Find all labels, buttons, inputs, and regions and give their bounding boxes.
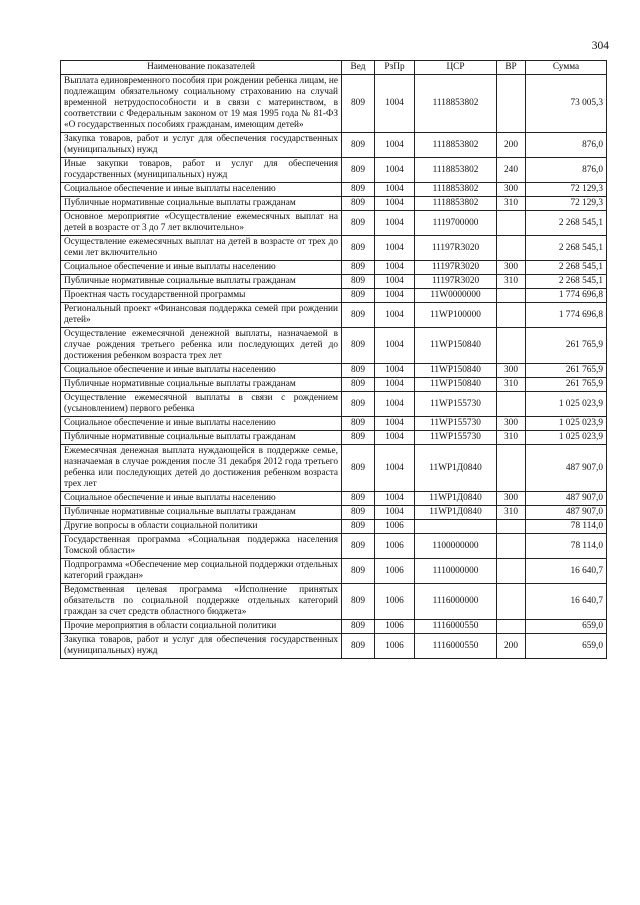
row-sum: 487 907,0 — [526, 445, 607, 492]
row-csr: 1116000000 — [415, 584, 497, 620]
row-sum: 2 268 545,1 — [526, 275, 607, 289]
row-vr — [497, 534, 526, 559]
row-vr — [497, 620, 526, 634]
budget-table — [60, 60, 607, 659]
table-row — [61, 634, 607, 659]
row-name: Социальное обеспечение и иные выплаты населению — [61, 364, 342, 378]
row-ved: 809 — [342, 75, 375, 133]
row-sum: 659,0 — [526, 634, 607, 659]
row-name: Иные закупки товаров, работ и услуг для обеспечения государственных (муниципальных) нужд — [61, 158, 342, 183]
table-row — [61, 520, 607, 534]
row-csr: 11WP1Д0840 — [415, 506, 497, 520]
row-vr: 300 — [497, 492, 526, 506]
row-vr: 310 — [497, 431, 526, 445]
row-name: Социальное обеспечение и иные выплаты населению — [61, 417, 342, 431]
table-row — [61, 261, 607, 275]
row-csr: 1118853802 — [415, 183, 497, 197]
row-vr: 310 — [497, 506, 526, 520]
row-csr — [415, 520, 497, 534]
column-header-csr: ЦСР — [415, 61, 497, 75]
row-name: Ежемесячная денежная выплата нуждающейся в поддержке семье, назначаемая в случае рождения после 31 декабря 2012 года третьего ребенка или последующих детей до достижения ребенком возраста трех лет — [61, 445, 342, 492]
table-row — [61, 236, 607, 261]
row-sum: 1 025 023,9 — [526, 431, 607, 445]
row-rzpr: 1004 — [375, 197, 415, 211]
row-rzpr: 1004 — [375, 275, 415, 289]
row-ved: 809 — [342, 211, 375, 236]
row-name: Публичные нормативные социальные выплаты гражданам — [61, 431, 342, 445]
row-ved: 809 — [342, 559, 375, 584]
row-vr: 310 — [497, 378, 526, 392]
row-csr: 11WP150840 — [415, 364, 497, 378]
row-vr — [497, 303, 526, 328]
row-rzpr: 1004 — [375, 211, 415, 236]
row-rzpr: 1004 — [375, 378, 415, 392]
row-rzpr: 1006 — [375, 584, 415, 620]
row-ved: 809 — [342, 584, 375, 620]
row-sum: 487 907,0 — [526, 506, 607, 520]
row-vr: 300 — [497, 261, 526, 275]
row-csr: 1116000550 — [415, 634, 497, 659]
row-ved: 809 — [342, 328, 375, 364]
page-number: 304 — [591, 40, 609, 52]
row-csr: 1110000000 — [415, 559, 497, 584]
row-sum: 1 774 696,8 — [526, 289, 607, 303]
row-ved: 809 — [342, 431, 375, 445]
row-vr: 240 — [497, 158, 526, 183]
row-vr — [497, 584, 526, 620]
row-ved: 809 — [342, 620, 375, 634]
table-row — [61, 75, 607, 133]
row-csr: 11WP1Д0840 — [415, 445, 497, 492]
row-name: Осуществление ежемесячной выплаты в связи с рождением (усыновлением) первого ребенка — [61, 392, 342, 417]
row-csr: 11WP155730 — [415, 392, 497, 417]
row-name: Закупка товаров, работ и услуг для обеспечения государственных (муниципальных) нужд — [61, 634, 342, 659]
row-sum: 16 640,7 — [526, 559, 607, 584]
row-sum: 72 129,3 — [526, 197, 607, 211]
row-vr — [497, 445, 526, 492]
table-header — [61, 61, 607, 75]
row-csr: 11W0000000 — [415, 289, 497, 303]
table-row — [61, 275, 607, 289]
row-vr — [497, 392, 526, 417]
row-csr: 1118853802 — [415, 197, 497, 211]
table-row — [61, 364, 607, 378]
table-row — [61, 197, 607, 211]
row-ved: 809 — [342, 492, 375, 506]
row-name: Закупка товаров, работ и услуг для обеспечения государственных (муниципальных) нужд — [61, 133, 342, 158]
row-sum: 16 640,7 — [526, 584, 607, 620]
row-csr: 11WP1Д0840 — [415, 492, 497, 506]
row-ved: 809 — [342, 289, 375, 303]
row-sum: 73 005,3 — [526, 75, 607, 133]
row-vr: 300 — [497, 417, 526, 431]
row-rzpr: 1004 — [375, 289, 415, 303]
row-csr: 1100000000 — [415, 534, 497, 559]
row-name: Ведомственная целевая программа «Исполнение принятых обязательств по социальной поддержке отдельных категорий граждан за счет средств областного бюджета» — [61, 584, 342, 620]
row-rzpr: 1004 — [375, 392, 415, 417]
column-header-name: Наименование показателей — [61, 61, 342, 75]
row-rzpr: 1004 — [375, 158, 415, 183]
row-name: Государственная программа «Социальная поддержка населения Томской области» — [61, 534, 342, 559]
table-row — [61, 392, 607, 417]
row-name: Осуществление ежемесячной денежной выплаты, назначаемой в случае рождения третьего ребенка или последующих детей до достижения ребенком возраста трех лет — [61, 328, 342, 364]
row-name: Основное мероприятие «Осуществление ежемесячных выплат на детей в возрасте от 3 до 7 лет включительно» — [61, 211, 342, 236]
table-row — [61, 534, 607, 559]
row-rzpr: 1004 — [375, 236, 415, 261]
row-vr — [497, 520, 526, 534]
row-name: Публичные нормативные социальные выплаты гражданам — [61, 506, 342, 520]
row-vr — [497, 328, 526, 364]
row-ved: 809 — [342, 506, 375, 520]
row-rzpr: 1004 — [375, 183, 415, 197]
row-sum: 1 025 023,9 — [526, 417, 607, 431]
row-name: Публичные нормативные социальные выплаты гражданам — [61, 197, 342, 211]
table-row — [61, 158, 607, 183]
table-row — [61, 620, 607, 634]
row-sum: 659,0 — [526, 620, 607, 634]
row-vr — [497, 75, 526, 133]
row-sum: 72 129,3 — [526, 183, 607, 197]
row-csr: 1118853802 — [415, 133, 497, 158]
row-sum: 261 765,9 — [526, 364, 607, 378]
row-csr: 11WP155730 — [415, 431, 497, 445]
row-ved: 809 — [342, 197, 375, 211]
row-csr: 11WP100000 — [415, 303, 497, 328]
row-name: Региональный проект «Финансовая поддержка семей при рождении детей» — [61, 303, 342, 328]
column-header-vr: ВР — [497, 61, 526, 75]
row-rzpr: 1004 — [375, 445, 415, 492]
row-sum: 78 114,0 — [526, 520, 607, 534]
row-ved: 809 — [342, 392, 375, 417]
row-csr: 1119700000 — [415, 211, 497, 236]
row-vr: 310 — [497, 275, 526, 289]
table-body — [61, 75, 607, 659]
row-rzpr: 1004 — [375, 417, 415, 431]
table-row — [61, 584, 607, 620]
row-rzpr: 1004 — [375, 303, 415, 328]
row-ved: 809 — [342, 275, 375, 289]
row-ved: 809 — [342, 445, 375, 492]
row-sum: 2 268 545,1 — [526, 261, 607, 275]
row-name: Другие вопросы в области социальной политики — [61, 520, 342, 534]
row-sum: 78 114,0 — [526, 534, 607, 559]
row-name: Осуществление ежемесячных выплат на детей в возрасте от трех до семи лет включительно — [61, 236, 342, 261]
row-rzpr: 1004 — [375, 364, 415, 378]
row-sum: 2 268 545,1 — [526, 211, 607, 236]
table-row — [61, 183, 607, 197]
row-name: Прочие мероприятия в области социальной политики — [61, 620, 342, 634]
table-row — [61, 417, 607, 431]
row-sum: 876,0 — [526, 158, 607, 183]
row-rzpr: 1004 — [375, 133, 415, 158]
row-sum: 2 268 545,1 — [526, 236, 607, 261]
row-ved: 809 — [342, 236, 375, 261]
row-csr: 11197R3020 — [415, 261, 497, 275]
row-name: Социальное обеспечение и иные выплаты населению — [61, 183, 342, 197]
column-header-rzpr: РзПр — [375, 61, 415, 75]
row-rzpr: 1004 — [375, 492, 415, 506]
row-ved: 809 — [342, 261, 375, 275]
row-ved: 809 — [342, 364, 375, 378]
row-ved: 809 — [342, 378, 375, 392]
row-csr: 1118853802 — [415, 158, 497, 183]
row-rzpr: 1006 — [375, 620, 415, 634]
row-sum: 876,0 — [526, 133, 607, 158]
row-csr: 1118853802 — [415, 75, 497, 133]
row-ved: 809 — [342, 133, 375, 158]
row-csr: 11197R3020 — [415, 236, 497, 261]
table-row — [61, 133, 607, 158]
row-csr: 11WP155730 — [415, 417, 497, 431]
row-ved: 809 — [342, 183, 375, 197]
table-row — [61, 303, 607, 328]
row-vr: 300 — [497, 364, 526, 378]
row-rzpr: 1004 — [375, 506, 415, 520]
row-name: Публичные нормативные социальные выплаты гражданам — [61, 275, 342, 289]
table-row — [61, 211, 607, 236]
row-vr — [497, 236, 526, 261]
table-row — [61, 328, 607, 364]
row-sum: 487 907,0 — [526, 492, 607, 506]
row-vr: 310 — [497, 197, 526, 211]
row-sum: 1 774 696,8 — [526, 303, 607, 328]
row-ved: 809 — [342, 520, 375, 534]
row-vr: 300 — [497, 183, 526, 197]
row-ved: 809 — [342, 158, 375, 183]
row-csr: 11197R3020 — [415, 275, 497, 289]
row-name: Публичные нормативные социальные выплаты гражданам — [61, 378, 342, 392]
column-header-ved: Вед — [342, 61, 375, 75]
row-ved: 809 — [342, 634, 375, 659]
row-vr: 200 — [497, 133, 526, 158]
row-csr: 11WP150840 — [415, 378, 497, 392]
row-sum: 261 765,9 — [526, 378, 607, 392]
row-csr: 11WP150840 — [415, 328, 497, 364]
row-rzpr: 1004 — [375, 261, 415, 275]
row-sum: 1 025 023,9 — [526, 392, 607, 417]
row-ved: 809 — [342, 303, 375, 328]
table-row — [61, 506, 607, 520]
row-ved: 809 — [342, 534, 375, 559]
column-header-sum: Сумма — [526, 61, 607, 75]
header-row — [61, 61, 607, 75]
row-vr — [497, 559, 526, 584]
table-row — [61, 492, 607, 506]
row-rzpr: 1006 — [375, 534, 415, 559]
table-row — [61, 559, 607, 584]
row-name: Социальное обеспечение и иные выплаты населению — [61, 492, 342, 506]
row-rzpr: 1004 — [375, 328, 415, 364]
row-rzpr: 1004 — [375, 431, 415, 445]
row-sum: 261 765,9 — [526, 328, 607, 364]
table-row — [61, 378, 607, 392]
row-name: Социальное обеспечение и иные выплаты населению — [61, 261, 342, 275]
row-vr — [497, 289, 526, 303]
row-vr — [497, 211, 526, 236]
row-name: Проектная часть государственной программы — [61, 289, 342, 303]
row-csr: 1116000550 — [415, 620, 497, 634]
table-row — [61, 289, 607, 303]
row-rzpr: 1004 — [375, 75, 415, 133]
row-name: Подпрограмма «Обеспечение мер социальной поддержки отдельных категорий граждан» — [61, 559, 342, 584]
table-row — [61, 431, 607, 445]
row-vr: 200 — [497, 634, 526, 659]
row-name: Выплата единовременного пособия при рождении ребенка лицам, не подлежащим обязательному социальному страхованию на случай временной нетрудоспособности и в связи с материнством, в соответствии с Федеральным законом от 19 мая 1995 года № 81-ФЗ «О государственных пособиях гражданам, имеющим детей» — [61, 75, 342, 133]
row-rzpr: 1006 — [375, 559, 415, 584]
table-row — [61, 445, 607, 492]
row-rzpr: 1006 — [375, 634, 415, 659]
row-ved: 809 — [342, 417, 375, 431]
row-rzpr: 1006 — [375, 520, 415, 534]
